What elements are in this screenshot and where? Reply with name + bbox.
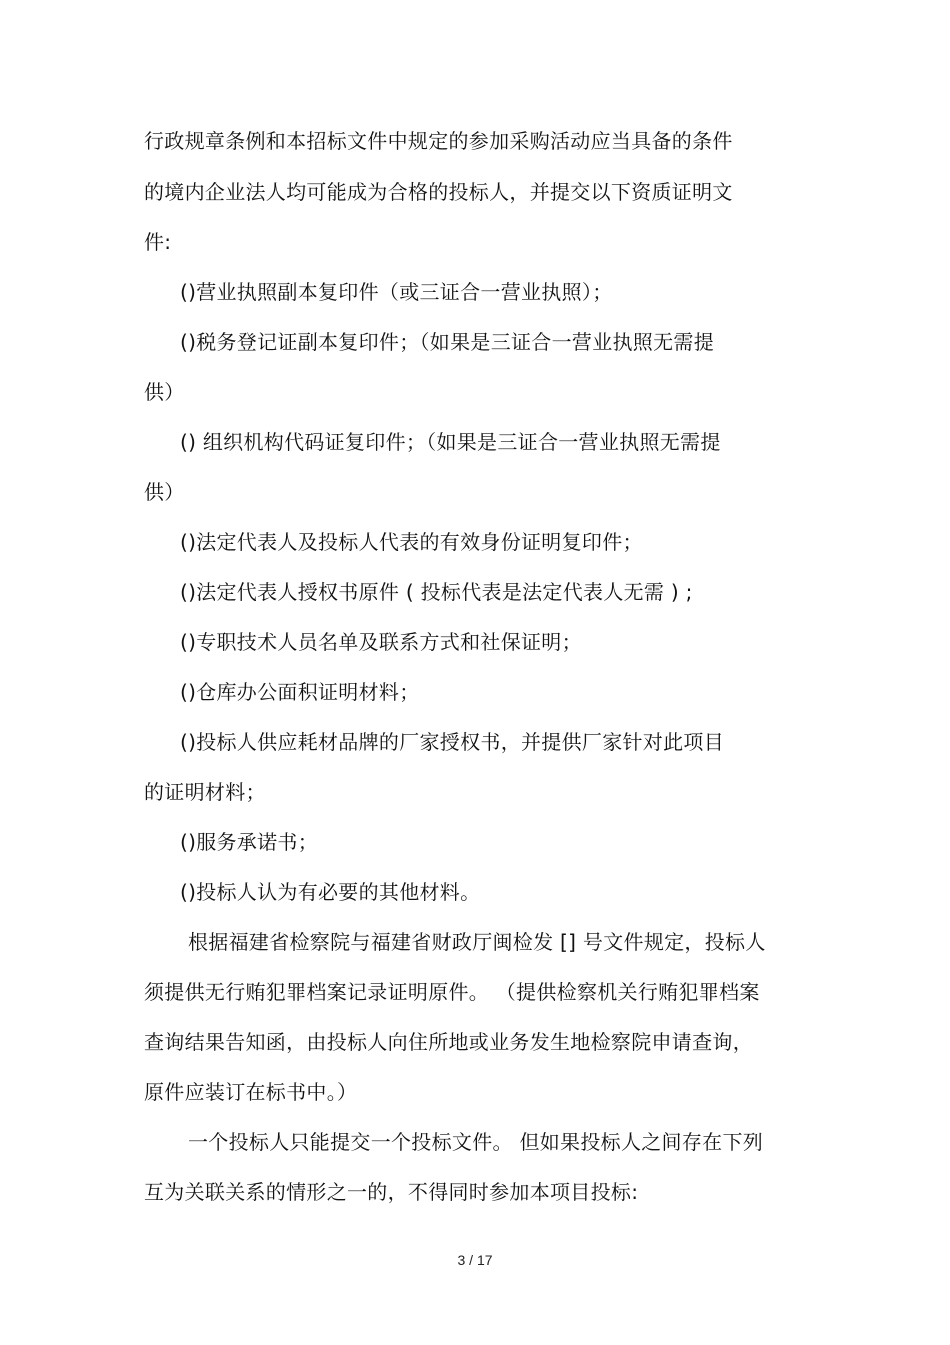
body-line: 须提供无行贿犯罪档案记录证明原件。 （提供检察机关行贿犯罪档案 (144, 980, 760, 1004)
body-line: 的境内企业法人均可能成为合格的投标人，并提交以下资质证明文 (144, 180, 733, 204)
list-item: ()仓库办公面积证明材料； (180, 680, 420, 704)
body-line: 件: (144, 230, 172, 254)
body-line: 的证明材料； (144, 780, 266, 804)
paragraph-line: 一个投标人只能提交一个投标文件。 但如果投标人之间存在下列 (188, 1130, 764, 1154)
list-item: ()税务登记证副本复印件；（如果是三证合一营业执照无需提 (180, 330, 715, 354)
body-line: 供） (144, 480, 185, 504)
paragraph-line: 根据福建省检察院与福建省财政厅闽检发 [] 号文件规定，投标人 (188, 930, 766, 954)
page-number: 3 / 17 (457, 1252, 493, 1268)
list-item: ()投标人认为有必要的其他材料。 (180, 880, 481, 904)
body-line: 供） (144, 380, 185, 404)
body-line: 行政规章条例和本招标文件中规定的参加采购活动应当具备的条件 (144, 129, 733, 153)
body-line: 原件应装订在标书中。） (144, 1080, 358, 1104)
list-item: ()法定代表人授权书原件 ( 投标代表是法定代表人无需 ) ; (180, 580, 693, 604)
body-line: 互为关联关系的情形之一的，不得同时参加本项目投标: (144, 1180, 639, 1204)
list-item: ()专职技术人员名单及联系方式和社保证明； (180, 630, 582, 654)
list-item: ()法定代表人及投标人代表的有效身份证明复印件； (180, 530, 643, 554)
list-item: ()投标人供应耗材品牌的厂家授权书，并提供厂家针对此项目 (180, 730, 725, 754)
list-item: ()服务承诺书； (180, 830, 319, 854)
body-line: 查询结果告知函，由投标人向住所地或业务发生地检察院申请查询， (144, 1030, 753, 1054)
list-item: () 组织机构代码证复印件；（如果是三证合一营业执照无需提 (180, 430, 721, 454)
list-item: ()营业执照副本复印件（或三证合一营业执照）； (180, 280, 613, 304)
